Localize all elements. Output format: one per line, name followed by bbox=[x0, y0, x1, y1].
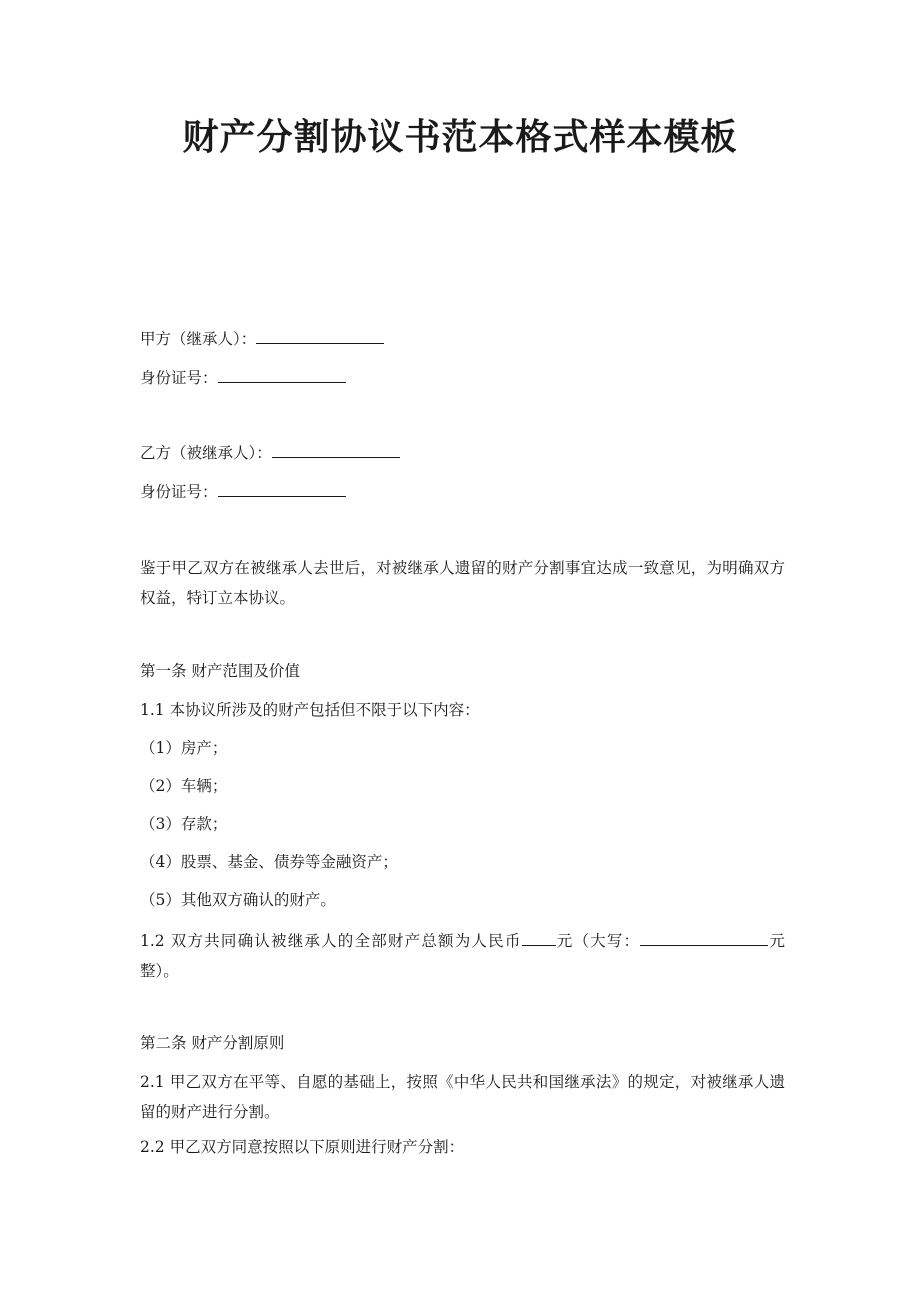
clause-1-2-prefix: 1.2 双方共同确认被继承人的全部财产总额为人民币 bbox=[140, 932, 522, 950]
party-b-id-label: 身份证号： bbox=[140, 483, 218, 501]
party-a-name-blank bbox=[256, 325, 384, 344]
article-2-heading: 第二条 财产分割原则 bbox=[140, 1034, 285, 1052]
preamble-paragraph: 鉴于甲乙双方在被继承人去世后，对被继承人遗留的财产分割事宜达成一致意见，为明确双方权益，特订立本协议。 bbox=[140, 559, 785, 607]
clause-1-1: 1.1 本协议所涉及的财产包括但不限于以下内容： bbox=[140, 701, 480, 719]
asset-item: （2）车辆； bbox=[140, 777, 228, 795]
party-a-id-line bbox=[140, 364, 785, 392]
document-title: 财产分割协议书范本格式样本模板 bbox=[182, 117, 738, 158]
party-a-label: 甲方（继承人）： bbox=[140, 330, 257, 348]
party-a-id-label: 身份证号： bbox=[140, 369, 218, 387]
party-b-label: 乙方（被继承人）： bbox=[140, 444, 272, 462]
party-a-id-blank bbox=[218, 364, 346, 383]
asset-item: （3）存款； bbox=[140, 815, 228, 833]
party-a-line bbox=[140, 325, 785, 353]
clause-2-2: 2.2 甲乙双方同意按照以下原则进行财产分割： bbox=[140, 1138, 465, 1156]
party-b-name-blank bbox=[272, 439, 400, 458]
amount-blank bbox=[522, 927, 556, 946]
asset-item: （4）股票、基金、债券等金融资产； bbox=[140, 853, 398, 871]
asset-item: （1）房产； bbox=[140, 739, 228, 757]
article-1-heading: 第一条 财产范围及价值 bbox=[140, 662, 300, 680]
clause-1-2-suffix: 元整）。 bbox=[140, 932, 785, 980]
asset-item: （5）其他双方确认的财产。 bbox=[140, 891, 336, 909]
clause-1-2-mid: 元（大写： bbox=[555, 932, 641, 950]
clause-2-1: 2.1 甲乙双方在平等、自愿的基础上，按照《中华人民共和国继承法》的规定，对被继承人遗留的财产进行分割。 bbox=[140, 1073, 785, 1121]
party-b-line bbox=[140, 439, 785, 467]
party-b-id-blank bbox=[218, 478, 346, 497]
amount-words-blank bbox=[640, 927, 768, 946]
clause-1-2 bbox=[140, 926, 785, 986]
party-b-id-line bbox=[140, 478, 785, 506]
